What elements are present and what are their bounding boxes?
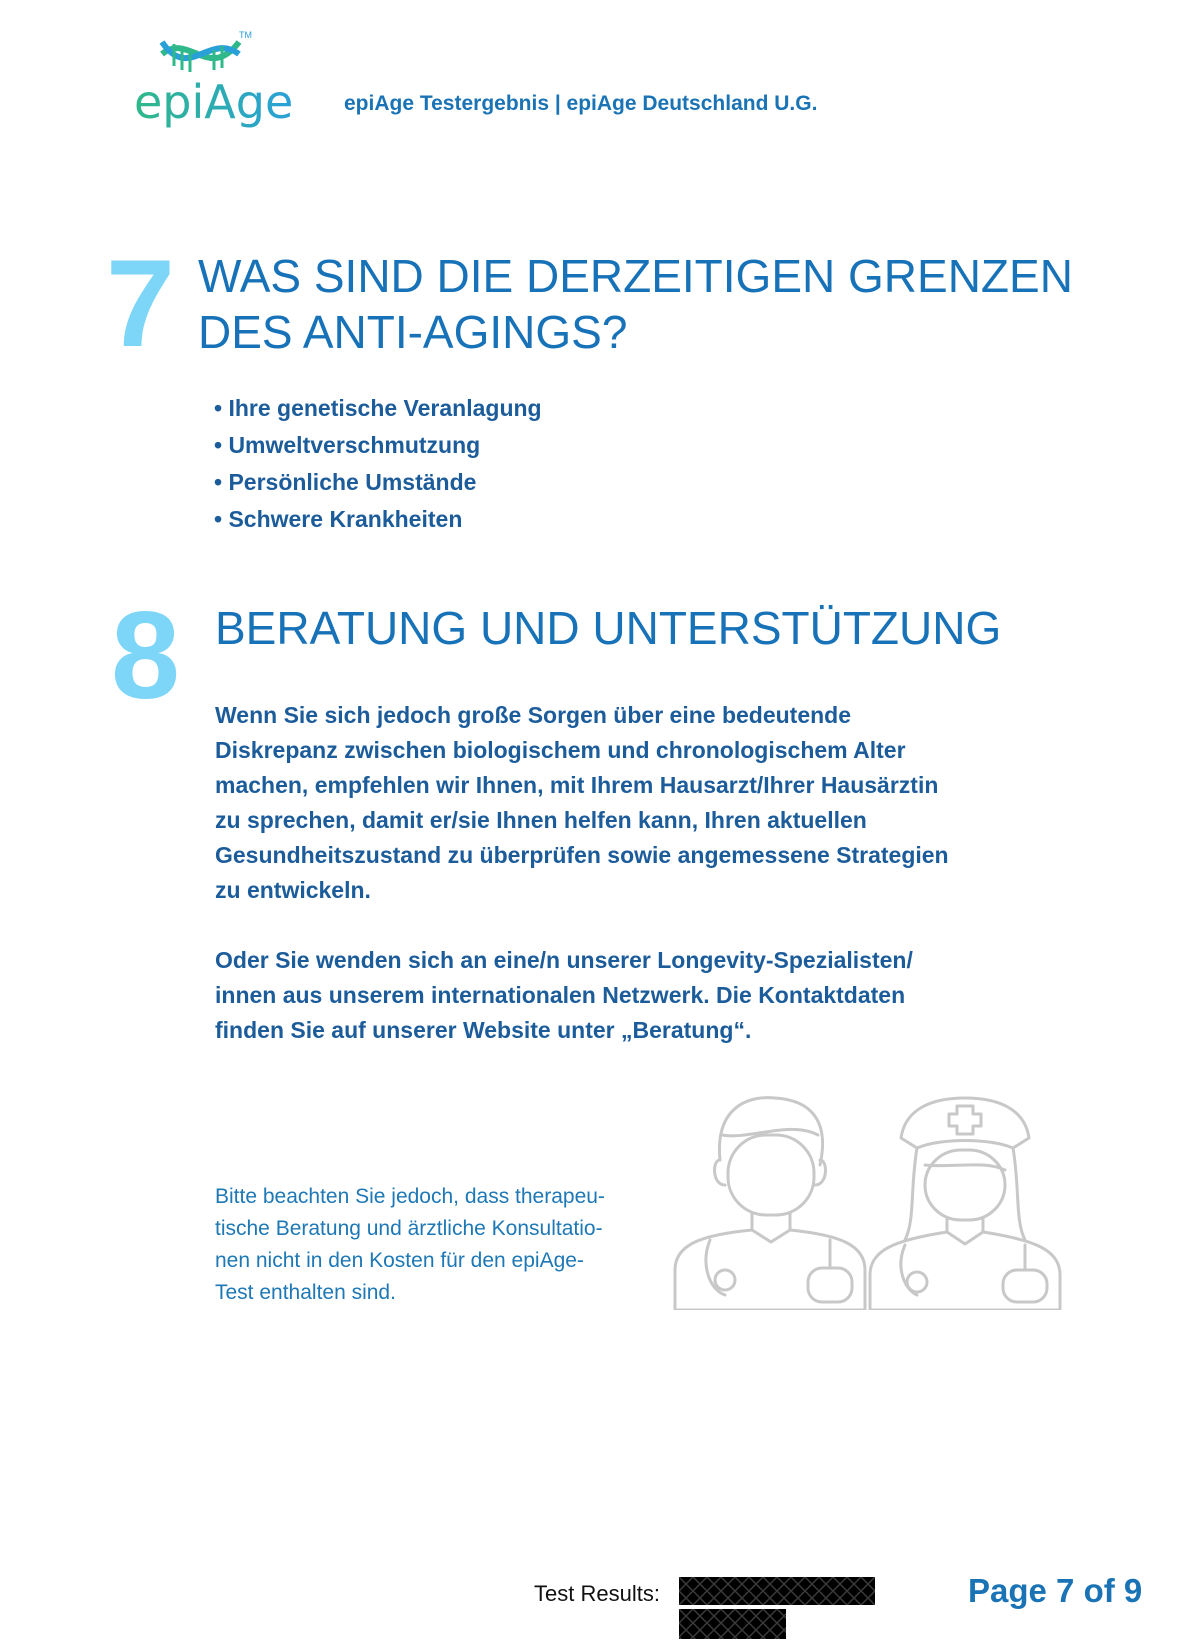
list-item: • Persönliche Umstände — [214, 469, 477, 495]
advice-paragraph — [215, 698, 1075, 908]
paragraph-line: zu sprechen, damit er/sie Ihnen helfen kann, Ihren aktuellen — [215, 807, 867, 833]
paragraph-line: machen, empfehlen wir Ihnen, mit Ihrem Hausarzt/Ihrer Hausärztin — [215, 772, 939, 798]
paragraph-line: Diskrepanz zwischen biologischem und chronologischem Alter — [215, 737, 906, 763]
page-number: Page 7 of 9 — [968, 1572, 1143, 1609]
paragraph-line: Gesundheitszustand zu überprüfen sowie angemessene Strategien — [215, 842, 949, 868]
doctor-nurse-icon — [670, 1090, 1070, 1310]
section-7-title-line1: WAS SIND DIE DERZEITIGEN GRENZEN — [198, 250, 1073, 302]
cost-note — [215, 1181, 675, 1309]
note-line: tische Beratung und ärztliche Konsultatio- — [215, 1217, 603, 1240]
list-item: • Umweltverschmutzung — [214, 432, 481, 458]
redaction-box — [679, 1609, 786, 1639]
list-item: • Ihre genetische Veranlagung — [214, 395, 542, 421]
test-results-label: Test Results: — [534, 1581, 660, 1606]
section-8-number: 8 — [111, 587, 180, 725]
doctor-icon — [675, 1098, 865, 1310]
logo-wordmark: epiAge — [134, 75, 294, 129]
section-7-title — [198, 248, 1073, 360]
paragraph-line: zu entwickeln. — [215, 877, 371, 903]
paragraph-line: innen aus unserem internationalen Netzwerk. Die Kontaktdaten — [215, 982, 906, 1008]
section-8-title: BERATUNG UND UNTERSTÜTZUNG — [215, 602, 1002, 654]
paragraph-line: Oder Sie wenden sich an eine/n unserer Longevity-Spezialisten/ — [215, 947, 913, 973]
note-line: Bitte beachten Sie jedoch, dass therapeu- — [215, 1185, 605, 1208]
paragraph-line: Wenn Sie sich jedoch große Sorgen über eine bedeutende — [215, 702, 852, 728]
header-title: epiAge Testergebnis | epiAge Deutschland U.G. — [344, 92, 818, 115]
specialists-paragraph — [215, 943, 1075, 1048]
note-line: nen nicht in den Kosten für den epiAge- — [215, 1249, 584, 1272]
svg-text:TM: TM — [239, 30, 252, 40]
nurse-icon — [870, 1098, 1060, 1310]
paragraph-line: finden Sie auf unserer Website unter „Beratung“. — [215, 1017, 752, 1043]
section-7-number: 7 — [106, 235, 175, 373]
epiage-logo — [134, 22, 309, 132]
redaction-box — [679, 1577, 875, 1605]
section-7-title-line2: DES ANTI-AGINGS? — [198, 306, 628, 358]
note-line: Test enthalten sind. — [215, 1281, 396, 1304]
limits-list — [214, 390, 542, 538]
list-item: • Schwere Krankheiten — [214, 506, 463, 532]
